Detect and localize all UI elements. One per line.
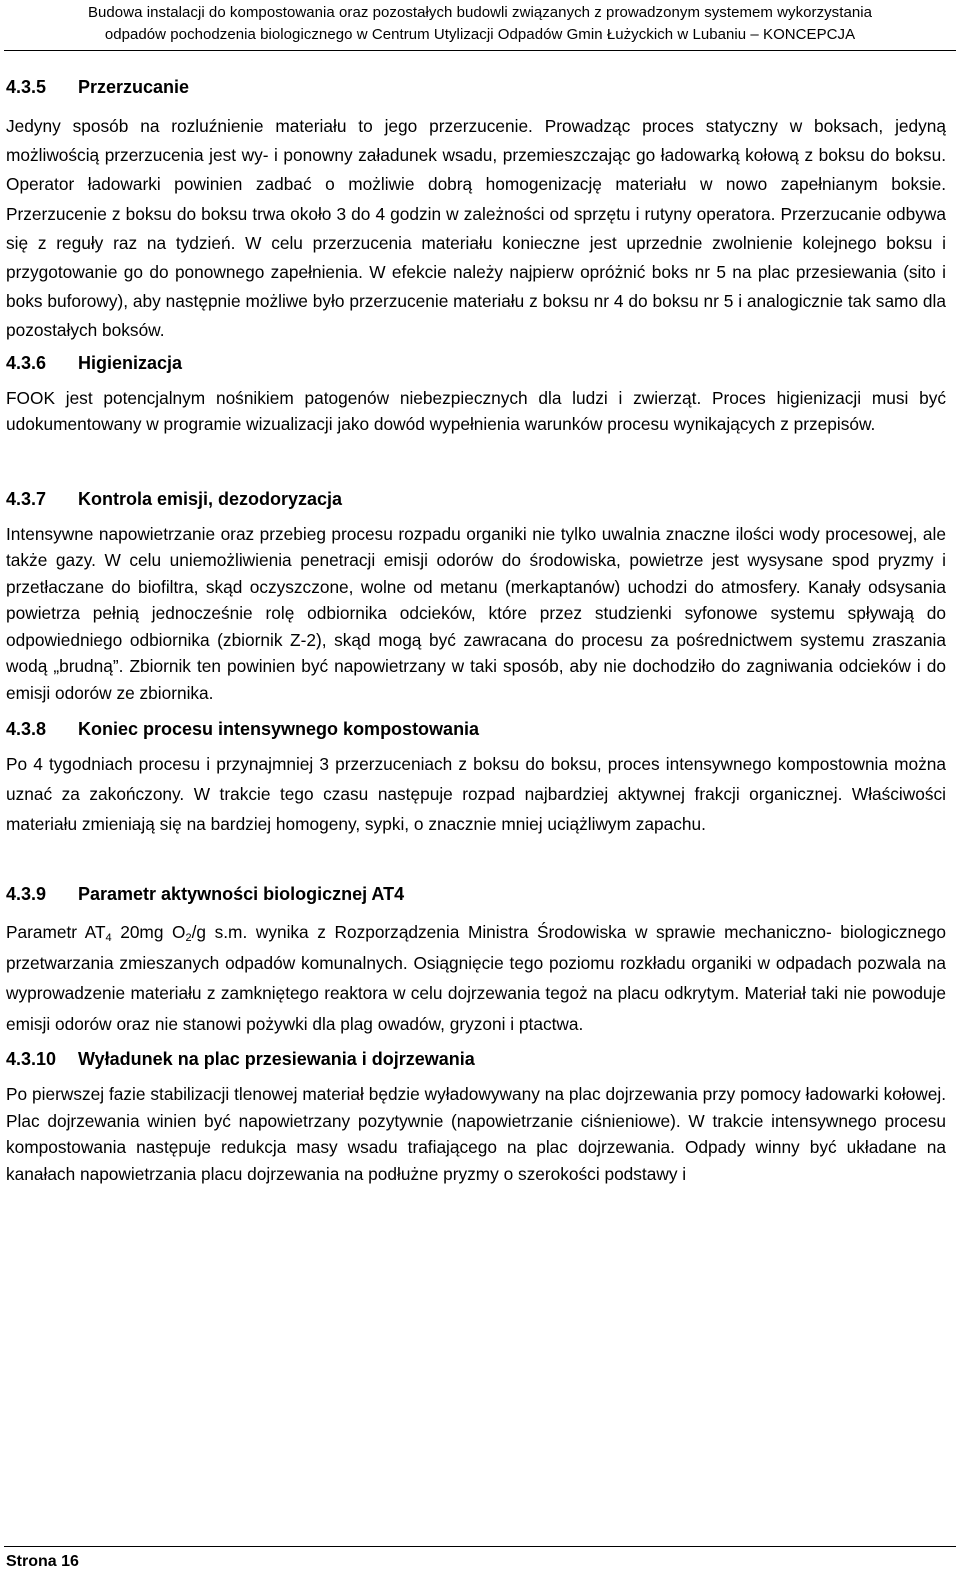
section-4-3-5: [6, 74, 946, 346]
section-paragraph: Jedyny sposób na rozluźnienie materiału to jego przerzucenie. Prowadząc proces statyczny w boksach, jedyną możliwością przerzucenia jest wy- i ponowny załadunek wsadu, przemieszczając go ładowarką kołową z boksu do boksu. Operator ładowarki powinien zadbać o możliwie dobrą homogenizację materiału w nowo zapełnianym boksie. Przerzucenie z boksu do boksu trwa około 3 do 4 godzin w zależności od sprzętu i rutyny operatora. Przerzucanie odbywa się z reguły raz na tydzień. W celu przerzucenia materiału konieczne jest uprzednie zwolnienie kolejnego boksu i przygotowanie go do ponownego zapełnienia. W efekcie należy najpierw opróżnić boks nr 5 na plac przesiewania (sito i boks buforowy), aby następnie możliwe było przerzucenie materiału z boksu nr 4 do boksu nr 5 i analogicznie tak samo dla pozostałych boksów.: [6, 116, 946, 341]
paragraph-text: Parametr AT: [6, 922, 106, 943]
section-title: Koniec procesu intensywnego kompostowania: [78, 719, 480, 740]
section-heading: [6, 881, 946, 907]
section-number: 4.3.8: [6, 719, 47, 740]
section-paragraph: [6, 917, 946, 1039]
header-divider: [4, 50, 956, 51]
section-number: 4.3.9: [6, 884, 47, 905]
paragraph-text: 20mg O: [111, 922, 186, 943]
section-title: Wyładunek na plac przesiewania i dojrzewania: [78, 1049, 475, 1070]
section-4-3-7: [6, 486, 946, 707]
section-paragraph: Po pierwszej fazie stabilizacji tlenowej materiał będzie wyładowywany na plac dojrzewania przy pomocy ładowarki kołowej. Plac dojrzewania winien być napowietrzany pozytywnie (napowietrzanie ciśnieniowe). W trakcie intensywnego procesu kompostowania następuje redukcja masy wsadu trafiającego na plac dojrzewania. Odpady winny być układane na kanałach napowietrzania placu dojrzewania na podłużne pryzmy o szerokości podstawy i: [6, 1084, 946, 1184]
subscript: 4: [105, 932, 112, 945]
section-title: Parametr aktywności biologicznej AT4: [78, 884, 405, 905]
section-paragraph: Po 4 tygodniach procesu i przynajmniej 3 przerzuceniach z boksu do boksu, proces intensywnego kompostownia można uznać za zakończony. W trakcie tego czasu następuje rozpad najbardziej aktywnej frakcji organicznej. Właściwości materiału zmieniają się na bardziej homogeny, sypki, o znacznie mniej uciążliwym zapachu.: [6, 754, 946, 835]
section-number: 4.3.10: [6, 1049, 57, 1070]
section-title: Kontrola emisji, dezodoryzacja: [78, 488, 343, 509]
section-heading: [6, 716, 946, 742]
section-title: Higienizacja: [78, 352, 183, 373]
footer-divider: [4, 1546, 956, 1547]
section-paragraph: FOOK jest potencjalnym nośnikiem patogenów niebezpiecznych dla ludzi i zwierząt. Proces higienizacji musi być udokumentowany w programie wizualizacji jako dowód wypełnienia warunków procesu wynikających z przepisów.: [6, 387, 946, 435]
page-number: Strona 16: [6, 1553, 79, 1570]
section-heading: [6, 350, 946, 376]
section-4-3-6: [6, 350, 946, 438]
section-number: 4.3.5: [6, 77, 47, 97]
section-paragraph: Intensywne napowietrzanie oraz przebieg procesu rozpadu organiki nie tylko uwalnia znaczne ilości wody procesowej, ale także gazy. W celu uniemożliwienia penetracji emisji odorów do środowiska, powietrze jest wysysane spod pryzmy i przetłaczane do biofiltra, skąd oczyszczone, wolne od metanu (merkaptanów) uchodzi do atmosfery. Kanały odsysania powietrza pełnią jednocześnie rolę odbiornika odcieków, które przez studzienki syfonowe systemu spływają do odpowiedniego odbiornika (zbiornik Z-2), skąd mogą być zawracana do procesu za pośrednictwem systemu zraszania wodą „brudną”. Zbiornik ten powinien być napowietrzany w taki sposób, aby nie dochodziło do zagniwania odcieków i do emisji odorów ze zbiornika.: [6, 523, 946, 703]
section-heading: [6, 74, 946, 100]
section-heading: [6, 1046, 946, 1072]
header-line-2: odpadów pochodzenia biologicznego w Centrum Utylizacji Odpadów Gmin Łużyckich w Lubaniu – KONCEPCJA: [104, 26, 856, 43]
section-number: 4.3.7: [6, 488, 47, 509]
subscript: 2: [185, 932, 192, 945]
section-4-3-8: [6, 716, 946, 839]
document-body: [6, 74, 946, 1187]
paragraph-text: /g s.m. wynika z Rozporządzenia Ministra Środowiska w sprawie mechaniczno- biologicznego przetwarzania zmieszanych odpadów komunalnych. Osiągnięcie tego poziomu rozkładu organiki w odpadach pozwala na wyprowadzenie materiału z zamkniętego reaktora w celu dojrzewania tegoż na placu odkrytym. Materiał taki nie powoduje emisji odorów oraz nie stanowi pożywki dla plag owadów, gryzoni i ptactwa.: [6, 922, 946, 1034]
section-title: Przerzucanie: [78, 77, 190, 97]
section-4-3-10: [6, 1046, 946, 1187]
header-line-1: Budowa instalacji do kompostowania oraz pozostałych budowli związanych z prowadzonym systemem wykorzystania: [87, 4, 873, 21]
section-number: 4.3.6: [6, 352, 47, 373]
section-heading: [6, 486, 946, 512]
section-4-3-9: [6, 881, 946, 1039]
document-header: [0, 0, 960, 46]
